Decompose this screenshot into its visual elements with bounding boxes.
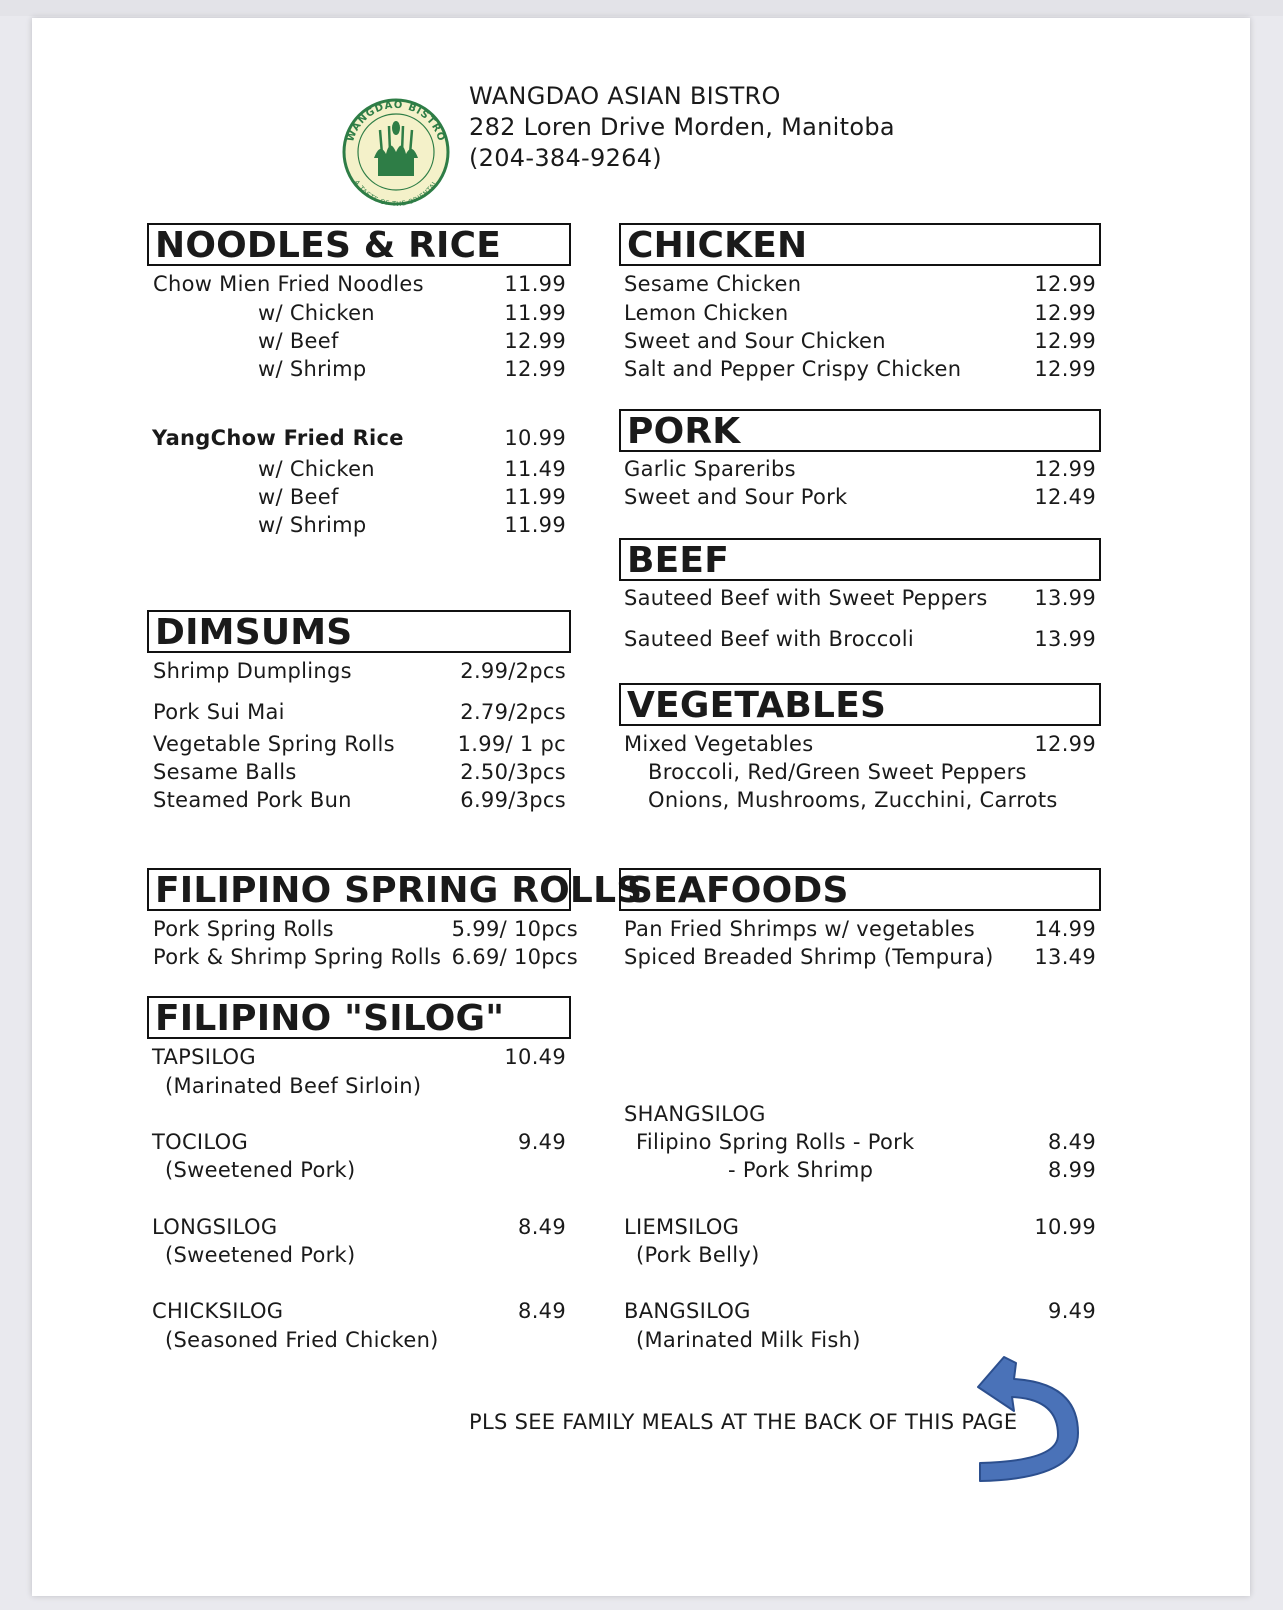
menu-item-price: 2.99/2pcs xyxy=(460,659,566,683)
footer-note: PLS SEE FAMILY MEALS AT THE BACK OF THIS PAGE xyxy=(469,1410,1018,1434)
menu-item-price: 12.49 xyxy=(1034,485,1096,509)
menu-item-price: 12.99 xyxy=(504,329,566,353)
menu-item-price: 12.99 xyxy=(1034,301,1096,325)
section-noodles-rice-title: NOODLES & RICE xyxy=(147,223,571,266)
menu-item-price: 8.49 xyxy=(518,1215,566,1239)
menu-item-price: 11.99 xyxy=(504,513,566,537)
restaurant-address: 282 Loren Drive Morden, Manitoba xyxy=(469,113,895,141)
menu-item-desc: Filipino Spring Rolls - Pork xyxy=(636,1130,915,1154)
menu-item-name: YangChow Fried Rice xyxy=(152,426,404,450)
menu-item-price: 12.99 xyxy=(1034,732,1096,756)
menu-item-name: Vegetable Spring Rolls xyxy=(153,732,395,756)
menu-item-desc: Onions, Mushrooms, Zucchini, Carrots xyxy=(648,788,1058,812)
menu-item-price: 11.99 xyxy=(504,485,566,509)
menu-item-price: 12.99 xyxy=(1034,457,1096,481)
menu-item-name: Lemon Chicken xyxy=(624,301,789,325)
menu-item-price: 9.49 xyxy=(1048,1299,1096,1323)
menu-item-price: 13.99 xyxy=(1034,627,1096,651)
menu-item-name: Sesame Balls xyxy=(153,760,297,784)
menu-item-price: 13.99 xyxy=(1034,586,1096,610)
menu-item-name: BANGSILOG xyxy=(624,1299,751,1323)
menu-item-price: 12.99 xyxy=(1034,329,1096,353)
menu-item-price: 10.49 xyxy=(504,1045,566,1069)
menu-item-price: 11.99 xyxy=(504,301,566,325)
menu-item-name: SHANGSILOG xyxy=(624,1102,766,1126)
menu-item-name: TOCILOG xyxy=(152,1130,249,1154)
menu-item-price: 8.99 xyxy=(1048,1158,1096,1182)
menu-item-name: Sauteed Beef with Sweet Peppers xyxy=(624,586,988,610)
menu-page xyxy=(32,18,1250,1596)
menu-item-name: Spiced Breaded Shrimp (Tempura) xyxy=(624,945,994,969)
menu-item-name: Pan Fried Shrimps w/ vegetables xyxy=(624,917,975,941)
restaurant-logo xyxy=(334,98,458,206)
menu-item-price: 11.49 xyxy=(504,457,566,481)
menu-item-price: 2.79/2pcs xyxy=(460,700,566,724)
menu-item-name: TAPSILOG xyxy=(152,1045,256,1069)
menu-item-price: 5.99/ 10pcs xyxy=(451,917,578,941)
menu-item-price: 6.69/ 10pcs xyxy=(451,945,578,969)
section-beef-title: BEEF xyxy=(619,538,1101,581)
menu-item-price: 8.49 xyxy=(518,1299,566,1323)
menu-item-option: w/ Shrimp xyxy=(258,357,367,381)
menu-item-name: Pork Spring Rolls xyxy=(153,917,334,941)
menu-item-name: Sweet and Sour Pork xyxy=(624,485,848,509)
section-dimsums-title: DIMSUMS xyxy=(147,610,571,653)
menu-item-price: 13.49 xyxy=(1034,945,1096,969)
section-pork-title: PORK xyxy=(619,409,1101,452)
menu-item-desc: (Marinated Milk Fish) xyxy=(636,1328,861,1352)
logo-top-text: WANGDAO BISTRO xyxy=(345,99,447,144)
section-spring-rolls-title: FILIPINO SPRING ROLLS xyxy=(147,868,571,911)
menu-item-price: 12.99 xyxy=(1034,357,1096,381)
menu-item-name: Mixed Vegetables xyxy=(624,732,814,756)
menu-item-name: Pork Sui Mai xyxy=(153,700,285,724)
menu-item-price: 1.99/ 1 pc xyxy=(457,732,566,756)
menu-item-name: Sesame Chicken xyxy=(624,272,802,296)
menu-item-desc: - Pork Shrimp xyxy=(728,1158,874,1182)
menu-item-price: 12.99 xyxy=(1034,272,1096,296)
menu-item-name: Shrimp Dumplings xyxy=(153,659,352,683)
menu-item-desc: (Sweetened Pork) xyxy=(165,1158,356,1182)
menu-item-price: 8.49 xyxy=(1048,1130,1096,1154)
menu-item-desc: Broccoli, Red/Green Sweet Peppers xyxy=(648,760,1027,784)
menu-item-option: w/ Beef xyxy=(258,329,339,353)
menu-item-price: 10.99 xyxy=(504,426,566,450)
menu-item-name: Pork & Shrimp Spring Rolls xyxy=(153,945,442,969)
menu-item-name: Sweet and Sour Chicken xyxy=(624,329,886,353)
menu-item-name: CHICKSILOG xyxy=(152,1299,284,1323)
section-chicken-title: CHICKEN xyxy=(619,223,1101,266)
menu-item-name: Chow Mien Fried Noodles xyxy=(153,272,424,296)
menu-item-name: Steamed Pork Bun xyxy=(153,788,352,812)
menu-item-price: 12.99 xyxy=(504,357,566,381)
menu-item-price: 6.99/3pcs xyxy=(460,788,566,812)
menu-item-price: 14.99 xyxy=(1034,917,1096,941)
menu-item-name: Salt and Pepper Crispy Chicken xyxy=(624,357,962,381)
menu-item-name: Garlic Spareribs xyxy=(624,457,796,481)
section-vegetables-title: VEGETABLES xyxy=(619,683,1101,726)
section-silog-title: FILIPINO "SILOG" xyxy=(147,996,571,1039)
restaurant-phone: (204-384-9264) xyxy=(469,144,662,172)
menu-item-name: LIEMSILOG xyxy=(624,1215,740,1239)
restaurant-name: WANGDAO ASIAN BISTRO xyxy=(469,82,781,110)
menu-item-price: 11.99 xyxy=(504,272,566,296)
menu-item-desc: (Pork Belly) xyxy=(636,1243,760,1267)
menu-item-desc: (Sweetened Pork) xyxy=(165,1243,356,1267)
logo-bottom-text: A TASTE OF THE ORIENTAL xyxy=(352,178,440,206)
menu-item-price: 10.99 xyxy=(1034,1215,1096,1239)
menu-item-option: w/ Chicken xyxy=(258,457,375,481)
menu-item-name: Sauteed Beef with Broccoli xyxy=(624,627,914,651)
menu-item-desc: (Seasoned Fried Chicken) xyxy=(165,1328,439,1352)
menu-item-price: 9.49 xyxy=(518,1130,566,1154)
menu-item-option: w/ Shrimp xyxy=(258,513,367,537)
curved-arrow-back-icon xyxy=(974,1353,1086,1485)
menu-item-option: w/ Chicken xyxy=(258,301,375,325)
menu-item-desc: (Marinated Beef Sirloin) xyxy=(165,1074,422,1098)
menu-item-price: 2.50/3pcs xyxy=(460,760,566,784)
viewer-top-bar xyxy=(0,0,1283,16)
menu-item-option: w/ Beef xyxy=(258,485,339,509)
menu-item-name: LONGSILOG xyxy=(152,1215,278,1239)
section-seafoods-title: SEAFOODS xyxy=(619,868,1101,911)
